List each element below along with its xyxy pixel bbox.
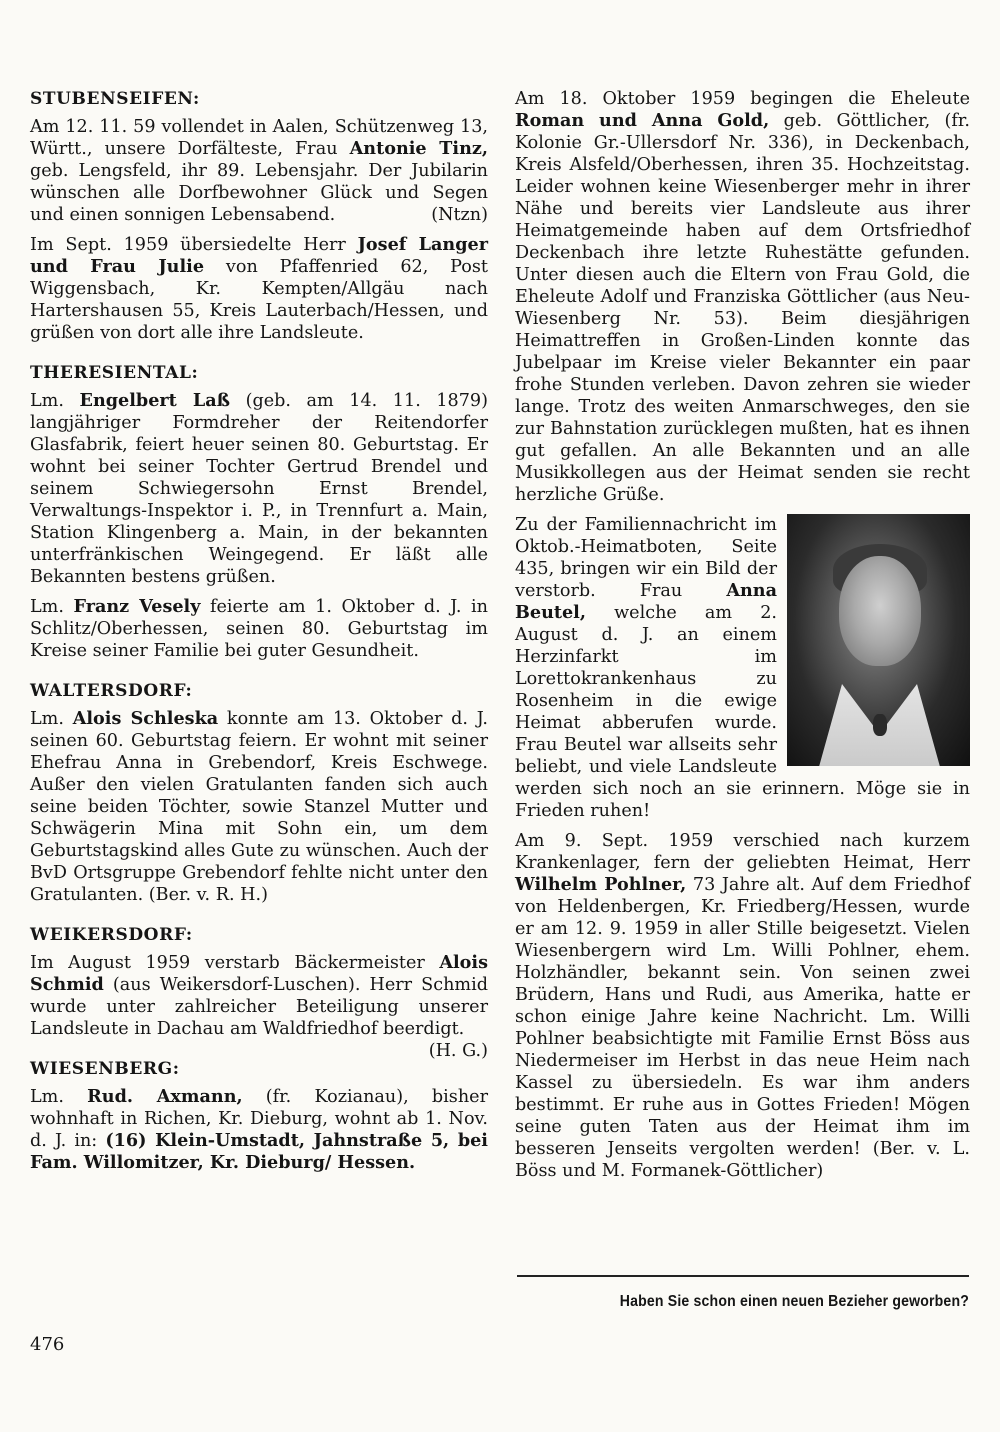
portrait-brooch: [873, 714, 887, 736]
footer-slogan: Haben Sie schon einen neuen Bezieher geworben?: [619, 1293, 969, 1310]
article-paragraph: Zu der Familiennachricht im Oktob.-Heimatboten, Seite 435, bringen wir ein Bild der verstorb. Frau Anna Beutel, welche am 2. August d. J. an einem Herzinfarkt im Lorettokrankenhaus zu Rosenheim in die ewige Heimat abberufen wurde. Frau Beutel war allseits sehr beliebt, und viele Landsleute werden sich noch an sie erinnern. Möge sie in Frieden ruhen!: [515, 515, 970, 821]
article-paragraph: Lm. Alois Schleska konnte am 13. Oktober d. J. seinen 60. Geburtstag feiern. Er wohnt mit seiner Ehefrau Anna in Grebendorf, Kreis Eschwege. Außer den vielen Gratulanten fanden sich auch seine beiden Töchter, sowie Stanzel Mutter und Schwägerin Mina mit Sohn ein, um dem Geburtstagskind alles Gute zu wünschen. Auch der BvD Ortsgruppe Grebendorf fehlte nicht unter den Gratulanten. (Ber. v. R. H.): [30, 708, 488, 905]
author-initials: (H. G.): [428, 1041, 488, 1061]
section-stubenseifen: [30, 88, 488, 344]
portrait-photo: [787, 514, 970, 766]
section-heading: STUBENSEIFEN:: [30, 89, 200, 109]
section-heading: WALTERSDORF:: [30, 681, 193, 701]
author-initials: (Ntzn): [431, 205, 488, 225]
article-paragraph: Lm. Rud. Axmann, (fr. Kozianau), bisher wohnhaft in Richen, Kr. Dieburg, wohnt ab 1. Nov. d. J. in: (16) Klein-Umstadt, Jahnstraße 5, bei Fam. Willomitzer, Kr. Dieburg/ Hessen.: [30, 1086, 488, 1173]
section-wiesenberg: [30, 1058, 488, 1174]
article-paragraph: Am 9. Sept. 1959 verschied nach kurzem Krankenlager, fern der geliebten Heimat, Herr Wilhelm Pohlner, 73 Jahre alt. Auf dem Friedhof von Heldenbergen, Kr. Friedberg/Hessen, wurde er am 12. 9. 1959 in aller Stille beigesetzt. Vielen Wiesenbergern wird Lm. Willi Pohlner, ehem. Holzhändler, bekannt sein. Von seinen zwei Brüdern, Hans und Rudi, aus Amerika, hatte er schon einige Jahre keine Nachricht. Lm. Willi Pohlner beabsichtigte mit Familie Ernst Böss aus Niedermeiser im Herbst in das neue Heim nach Kassel zu übersiedeln. Es war ihm anders bestimmt. Er ruhe aus in Gottes Frieden! Mögen seine guten Taten aus der Heimat ihm im besseren Jenseits vergolten werden! (Ber. v. L. Böss und M. Formanek-Göttlicher): [515, 831, 970, 1181]
left-column: [30, 88, 488, 1192]
article-paragraph: Am 12. 11. 59 vollendet in Aalen, Schützenweg 13, Württ., unsere Dorfälteste, Frau Antonie Tinz, geb. Lengsfeld, ihr 89. Lebensjahr. Der Jubilarin wünschen alle Dorfbewohner Glück und Segen und einen sonnigen Lebensabend. (Ntzn): [30, 117, 488, 225]
obituary-block: [515, 514, 970, 830]
article-paragraph: Im August 1959 verstarb Bäckermeister Alois Schmid (aus Weikersdorf-Luschen). Herr Schmid wurde unter zahlreicher Beteiligung unserer Landsleute in Dachau am Waldfriedhof beerdigt. (H. G.): [30, 952, 488, 1061]
portrait-face: [839, 556, 921, 666]
article-paragraph: Lm. Franz Vesely feierte am 1. Oktober d. J. in Schlitz/Oberhessen, seinen 80. Geburtstag im Kreise seiner Familie bei guter Gesundheit.: [30, 596, 489, 661]
right-column: [515, 88, 970, 1190]
article-paragraph: Im Sept. 1959 übersiedelte Herr Josef Langer und Frau Julie von Pfaffenried 62, Post Wiggensbach, Kr. Kempten/Allgäu nach Hartershausen 55, Kreis Lauterbach/Hessen, und grüßen von dort alle ihre Landsleute.: [30, 234, 488, 343]
section-theresiental: [30, 362, 488, 662]
section-heading: THERESIENTAL:: [30, 363, 199, 383]
divider-rule: [517, 1275, 969, 1277]
section-heading: WEIKERSDORF:: [30, 925, 193, 945]
page-number: 476: [30, 1334, 65, 1355]
section-heading: WIESENBERG:: [30, 1059, 180, 1079]
section-weikersdorf: [30, 924, 488, 1061]
article-paragraph: Lm. Engelbert Laß (geb. am 14. 11. 1879) langjähriger Formdreher der Reitendorfer Glasfabrik, feiert heuer seinen 80. Geburtstag. Er wohnt bei seiner Tochter Gertrud Brendel und seinem Schwiegersohn Ernst Brendel, Verwaltungs-Inspektor i. P., in Trennfurt a. Main, Station Klingenberg a. Main, in der bekannten unterfränkischen Weingegend. Er läßt alle Bekannten bestens grüßen.: [30, 390, 488, 587]
article-paragraph: Am 18. Oktober 1959 begingen die Eheleute Roman und Anna Gold, geb. Göttlicher, (fr. Kolonie Gr.-Ullersdorf Nr. 336), in Deckenbach, Kreis Alsfeld/Oberhessen, ihren 35. Hochzeitstag. Leider wohnen keine Wiesenberger mehr in ihrer Nähe und bereits vier Landsleute aus ihrer Heimatgemeinde haben auf dem Ortsfriedhof Deckenbach ihre letzte Ruhestätte gefunden. Unter diesen auch die Eltern von Frau Gold, die Eheleute Adolf und Franziska Göttlicher (aus Neu-Wiesenberg Nr. 53). Beim diesjährigen Heimattreffen in Großen-Linden konnte das Jubelpaar im Kreise vieler Bekannter ein paar frohe Stunden verleben. Davon zehren sie wieder lange. Trotz des weiten Anmarschweges, den sie zur Bahnstation zurücklegen mußten, hat es ihnen gut gefallen. An alle Bekannten und an alle Musikkollegen aus der Heimat senden sie recht herzliche Grüße.: [515, 89, 970, 505]
section-waltersdorf: [30, 680, 488, 906]
